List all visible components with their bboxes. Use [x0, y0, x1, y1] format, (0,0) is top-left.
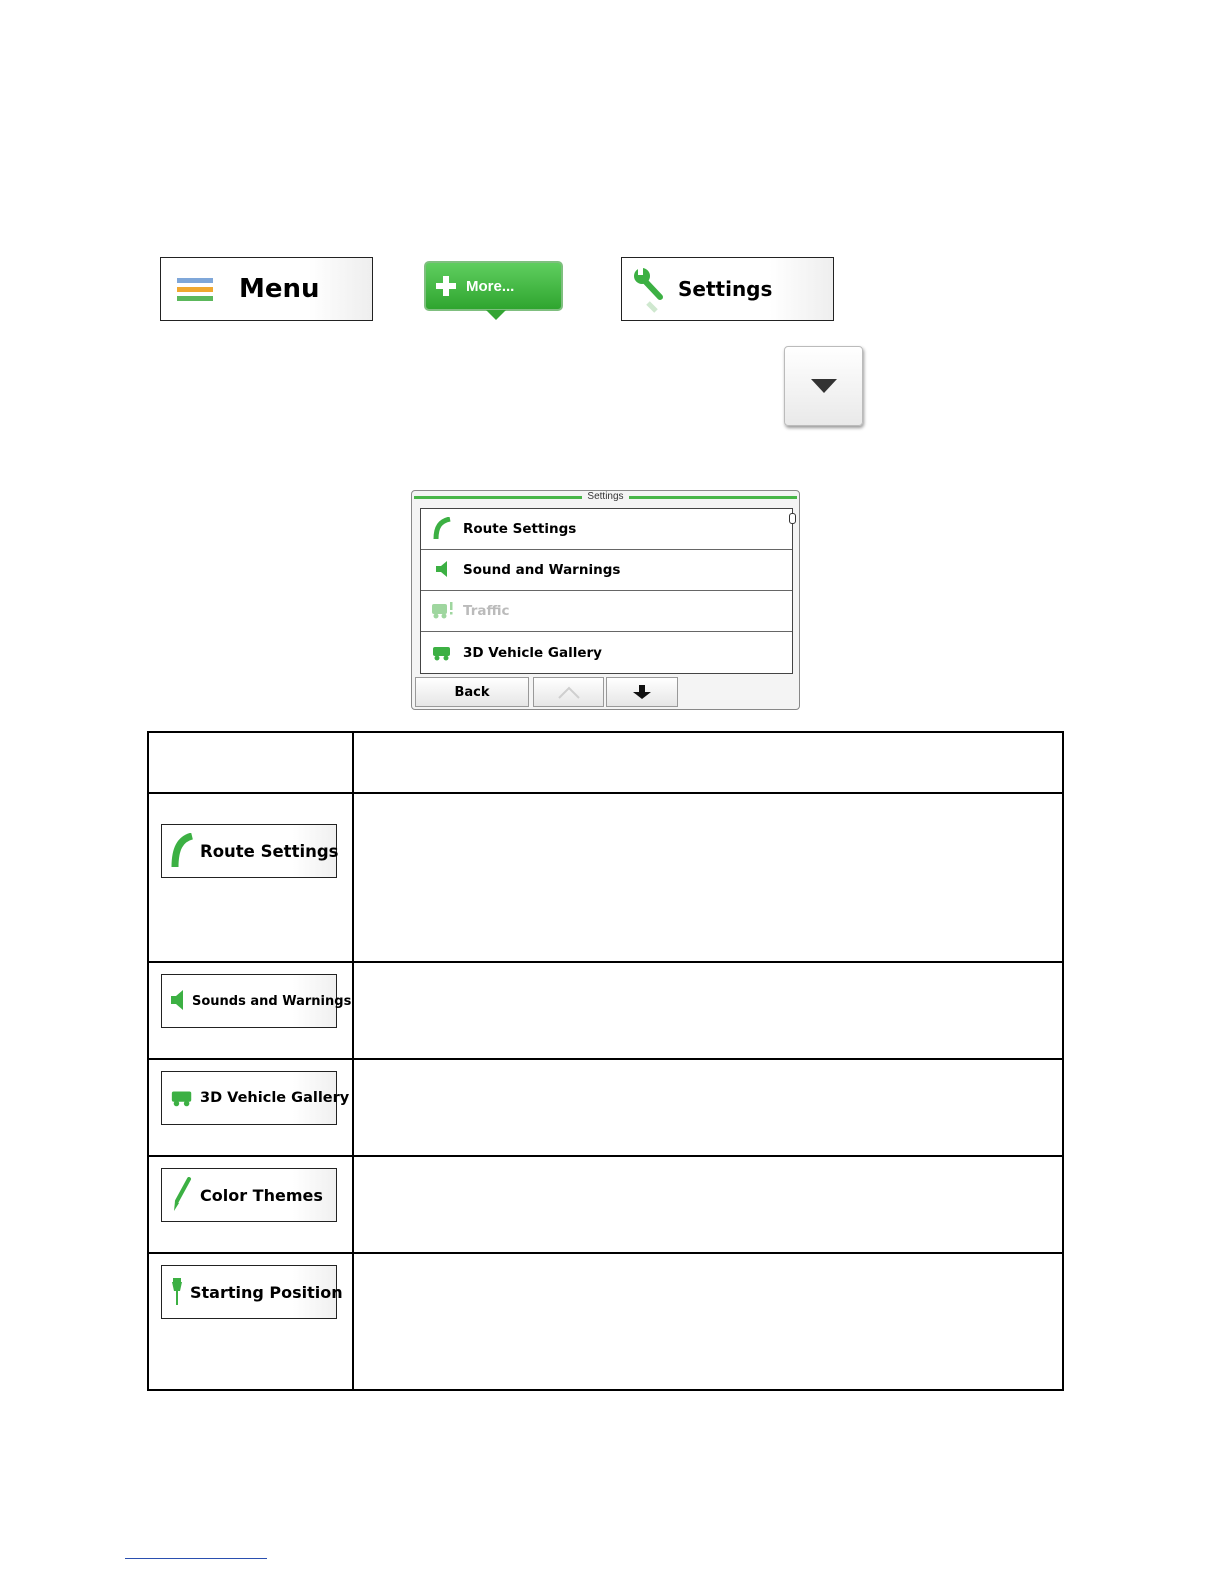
starting-position-button[interactable] [161, 1265, 343, 1319]
speaker-icon [170, 987, 186, 1015]
description-cell [353, 1059, 1063, 1156]
menu-button[interactable] [160, 257, 373, 321]
list-item-3d-vehicle-gallery[interactable] [421, 632, 792, 673]
color-themes-button[interactable] [161, 1168, 337, 1222]
table-header-row [148, 732, 1063, 793]
list-item-label: Route Settings [463, 521, 577, 537]
back-button[interactable]: Back [415, 677, 529, 707]
sounds-and-warnings-button[interactable] [161, 974, 352, 1028]
table-row [148, 1156, 1063, 1253]
table-row [148, 1059, 1063, 1156]
scrollbar[interactable] [789, 513, 796, 524]
list-item-route-settings[interactable] [421, 509, 792, 550]
scroll-up-button[interactable] [533, 677, 604, 707]
paintbrush-icon [170, 1177, 194, 1213]
menu-button-label: Menu [239, 274, 320, 304]
button-label: Starting Position [190, 1282, 343, 1302]
table-row [148, 793, 1063, 962]
list-item-sound-and-warnings[interactable] [421, 550, 792, 591]
chevron-down-icon [811, 379, 837, 393]
settings-list [420, 508, 793, 674]
list-item-traffic [421, 591, 792, 632]
arrow-up-icon [557, 684, 581, 700]
description-cell [353, 1253, 1063, 1390]
list-item-label: Traffic [463, 603, 510, 619]
screen-title: Settings [582, 491, 628, 502]
button-label: Route Settings [200, 841, 339, 861]
traffic-icon [429, 600, 455, 622]
description-cell [353, 962, 1063, 1059]
menu-icon [177, 278, 213, 301]
list-item-label: Sound and Warnings [463, 562, 621, 578]
button-label: Color Themes [200, 1185, 323, 1205]
settings-button[interactable] [621, 257, 834, 321]
route-curve-icon [170, 833, 194, 869]
route-curve-icon [429, 517, 455, 541]
table-header-cell [353, 732, 1063, 793]
plus-icon [434, 274, 458, 298]
settings-screen [411, 490, 800, 710]
table-row [148, 962, 1063, 1059]
more-button[interactable] [424, 261, 563, 311]
more-button-label: More... [466, 277, 515, 295]
button-label: Sounds and Warnings [192, 993, 352, 1009]
more-button-pointer [486, 310, 506, 320]
table-row [148, 1253, 1063, 1390]
dropdown-arrow-button[interactable] [784, 346, 863, 426]
footnote-separator [125, 1558, 267, 1559]
list-item-label: 3D Vehicle Gallery [463, 644, 602, 661]
car-icon [429, 643, 455, 663]
wrench-icon [630, 265, 666, 313]
pushpin-icon [170, 1277, 184, 1307]
3d-vehicle-gallery-button[interactable] [161, 1071, 350, 1125]
speaker-icon [429, 559, 455, 581]
settings-button-label: Settings [678, 277, 773, 301]
button-label: 3D Vehicle Gallery [200, 1090, 350, 1106]
route-settings-button[interactable] [161, 824, 337, 878]
description-cell [353, 1156, 1063, 1253]
scroll-down-button[interactable] [606, 677, 678, 707]
arrow-down-icon [632, 684, 652, 700]
table-header-cell [148, 732, 353, 793]
car-icon [170, 1085, 194, 1111]
description-cell [353, 793, 1063, 962]
settings-table [147, 731, 1064, 1391]
